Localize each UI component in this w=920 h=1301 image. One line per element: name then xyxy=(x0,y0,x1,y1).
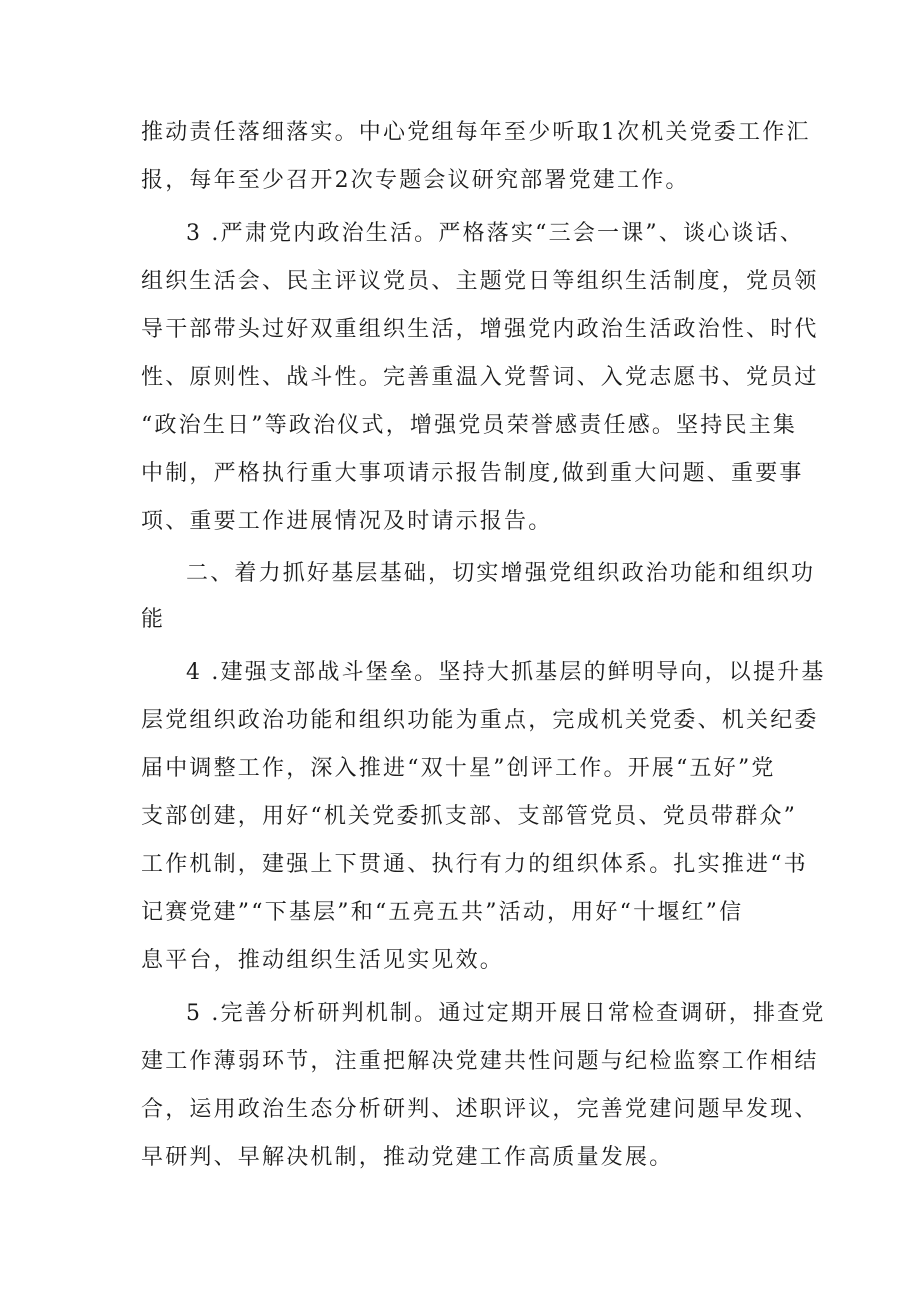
text-line: 记赛党建”“下基层”和“五亮五共”活动，用好“十堰红”信 xyxy=(141,900,744,925)
text-line: 合，运用政治生态分析研判、述职评议，完善党建问题早发现、 xyxy=(141,1097,819,1122)
section-item-4-heading: 4 .建强支部战斗堡垒。坚持大抓基层的鲜明导向，以提升基 xyxy=(186,660,826,685)
text-line: 层党组织政治功能和组织功能为重点，完成机关党委、机关纪委 xyxy=(141,708,819,733)
section-two-heading: 二、着力抓好基层基础，切实增强党组织政治功能和组织功 xyxy=(186,561,816,586)
text-line: 届中调整工作，深入推进“双十星”创评工作。开展“五好”党 xyxy=(141,756,776,781)
text-line: “政治生日”等政治仪式，增强党员荣誉感责任感。坚持民主集 xyxy=(141,413,798,438)
text-line: 支部创建，用好“机关党委抓支部、支部管党员、党员带群众” xyxy=(141,804,798,829)
text-line: 建工作薄弱环节，注重把解决党建共性问题与纪检监察工作相结 xyxy=(141,1049,819,1074)
section-item-3-heading: 3 .严肃党内政治生活。严格落实“三会一课”、谈心谈话、 xyxy=(186,221,805,246)
text-line: 项、重要工作进展情况及时请示报告。 xyxy=(141,509,553,534)
section-two-heading-continued: 能 xyxy=(141,607,166,632)
text-line: 性、原则性、战斗性。完善重温入党誓词、入党志愿书、党员过 xyxy=(141,365,819,390)
text-line: 息平台，推动组织生活见实见效。 xyxy=(141,948,505,973)
text-line: 导干部带头过好双重组织生活，增强党内政治生活政治性、时代 xyxy=(141,317,819,342)
text-line: 工作机制，建强上下贯通、执行有力的组织体系。扎实推进“书 xyxy=(141,852,808,877)
text-line: 中制，严格执行重大事项请示报告制度,做到重大问题、重要事 xyxy=(141,461,804,486)
text-line: 早研判、早解决机制，推动党建工作高质量发展。 xyxy=(141,1145,674,1170)
text-line: 报，每年至少召开2次专题会议研究部署党建工作。 xyxy=(141,168,690,193)
text-line: 推动责任落细落实。中心党组每年至少听取1次机关党委工作汇 xyxy=(141,120,811,145)
section-item-5-heading: 5 .完善分析研判机制。通过定期开展日常检查调研，排查党 xyxy=(186,1001,826,1026)
text-line: 组织生活会、民主评议党员、主题党日等组织生活制度，党员领 xyxy=(141,269,819,294)
